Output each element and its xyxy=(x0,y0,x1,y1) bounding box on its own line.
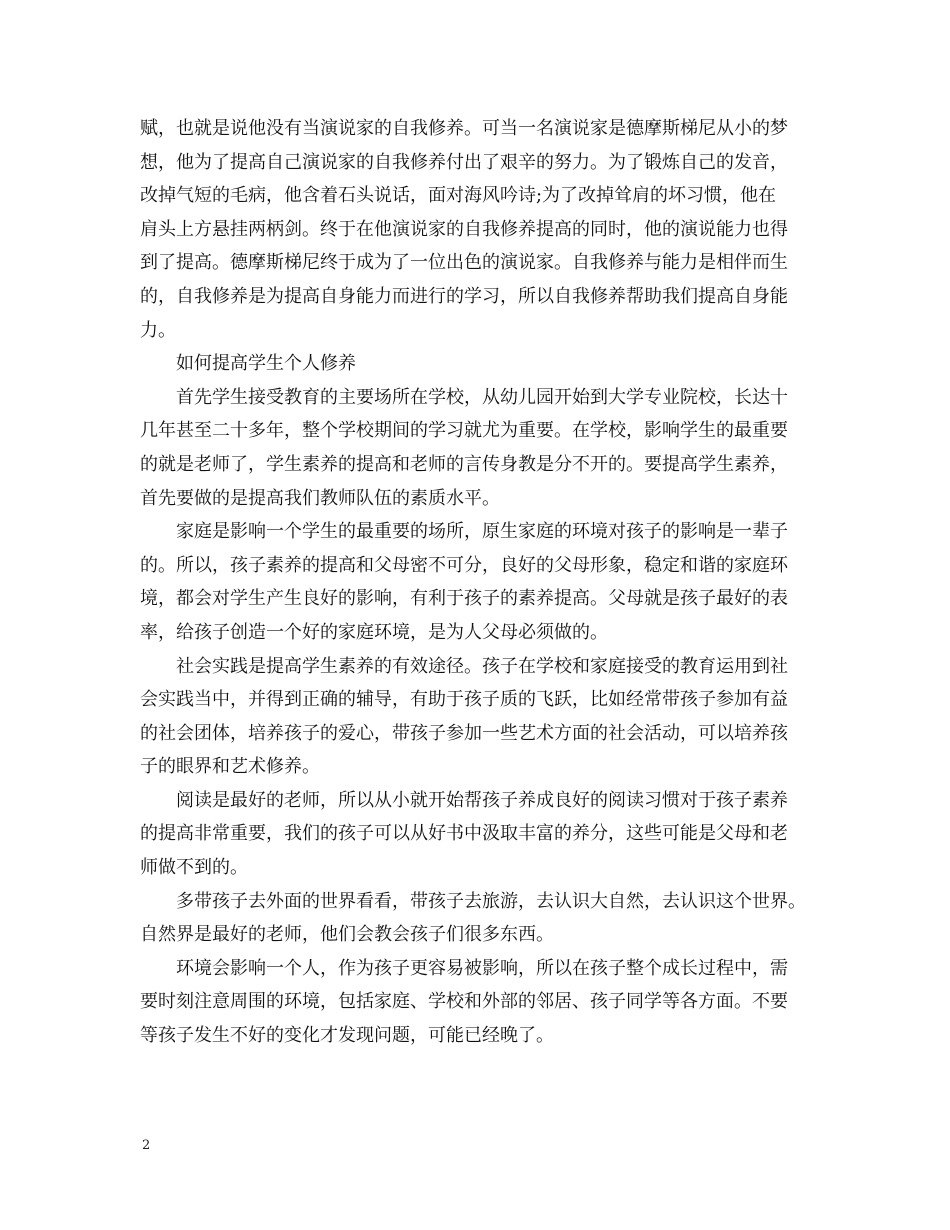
text-line: 几年甚至二十多年，整个学校期间的学习就尤为重要。在学校，影响学生的最重要 xyxy=(140,420,788,442)
text-line: 家庭是影响一个学生的最重要的场所，原生家庭的环境对孩子的影响是一辈子 xyxy=(176,521,788,543)
text-line: 环境会影响一个人，作为孩子更容易被影响，所以在孩子整个成长过程中，需 xyxy=(176,957,788,979)
document-body xyxy=(140,112,820,1053)
page-number: 2 xyxy=(142,1138,151,1153)
paragraph xyxy=(140,112,820,347)
text-line: 自然界是最好的老师，他们会教会孩子们很多东西。 xyxy=(140,924,554,946)
text-line: 改掉气短的毛病，他含着石头说话，面对海风吟诗;为了改掉耸肩的坏习惯，他在 xyxy=(140,185,777,207)
paragraph xyxy=(140,784,820,885)
text-line: 首先学生接受教育的主要场所在学校，从幼儿园开始到大学专业院校，长达十 xyxy=(176,386,788,408)
text-line: 会实践当中，并得到正确的辅导，有助于孩子质的飞跃，比如经常带孩子参加有益 xyxy=(140,689,788,711)
text-line: 境，都会对学生产生良好的影响，有利于孩子的素养提高。父母就是孩子最好的表 xyxy=(140,588,788,610)
text-line: 首先要做的是提高我们教师队伍的素质水平。 xyxy=(140,487,500,509)
text-line: 子的眼界和艺术修养。 xyxy=(140,756,320,778)
text-line: 的就是老师了，学生素养的提高和老师的言传身教是分不开的。要提高学生素养， xyxy=(140,453,788,475)
text-line: 等孩子发生不好的变化才发现问题，可能已经晚了。 xyxy=(140,1025,554,1047)
paragraph xyxy=(140,885,820,952)
text-line: 阅读是最好的老师，所以从小就开始帮孩子养成良好的阅读习惯对于孩子素养 xyxy=(176,789,788,811)
paragraph xyxy=(140,381,820,515)
text-line: 赋，也就是说他没有当演说家的自我修养。可当一名演说家是德摩斯梯尼从小的梦 xyxy=(140,118,788,139)
text-line: 如何提高学生个人修养 xyxy=(176,353,356,375)
paragraph xyxy=(140,515,820,649)
paragraph xyxy=(140,650,820,784)
text-line: 的提高非常重要，我们的孩子可以从好书中汲取丰富的养分，这些可能是父母和老 xyxy=(140,823,788,845)
text-line: 的。所以，孩子素养的提高和父母密不可分，良好的父母形象，稳定和谐的家庭环 xyxy=(140,554,788,576)
text-line: 多带孩子去外面的世界看看，带孩子去旅游，去认识大自然，去认识这个世界。 xyxy=(176,890,806,912)
text-line: 的社会团体，培养孩子的爱心，带孩子参加一些艺术方面的社会活动，可以培养孩 xyxy=(140,722,788,744)
text-line: 到了提高。德摩斯梯尼终于成为了一位出色的演说家。自我修养与能力是相伴而生 xyxy=(140,252,788,274)
text-line: 想，他为了提高自己演说家的自我修养付出了艰辛的努力。为了锻炼自己的发音， xyxy=(140,151,788,173)
text-line: 率，给孩子创造一个好的家庭环境，是为人父母必须做的。 xyxy=(140,621,608,643)
paragraph xyxy=(140,952,820,1053)
text-line: 力。 xyxy=(140,319,176,341)
text-line: 师做不到的。 xyxy=(140,857,248,879)
text-line: 社会实践是提高学生素养的有效途径。孩子在学校和家庭接受的教育运用到社 xyxy=(176,655,788,677)
text-line: 的，自我修养是为提高自身能力而进行的学习，所以自我修养帮助我们提高自身能 xyxy=(140,285,788,307)
paragraph xyxy=(140,347,820,381)
text-line: 要时刻注意周围的环境，包括家庭、学校和外部的邻居、孩子同学等各方面。不要 xyxy=(140,991,788,1013)
text-line: 肩头上方悬挂两柄剑。终于在他演说家的自我修养提高的同时，他的演说能力也得 xyxy=(140,218,788,240)
